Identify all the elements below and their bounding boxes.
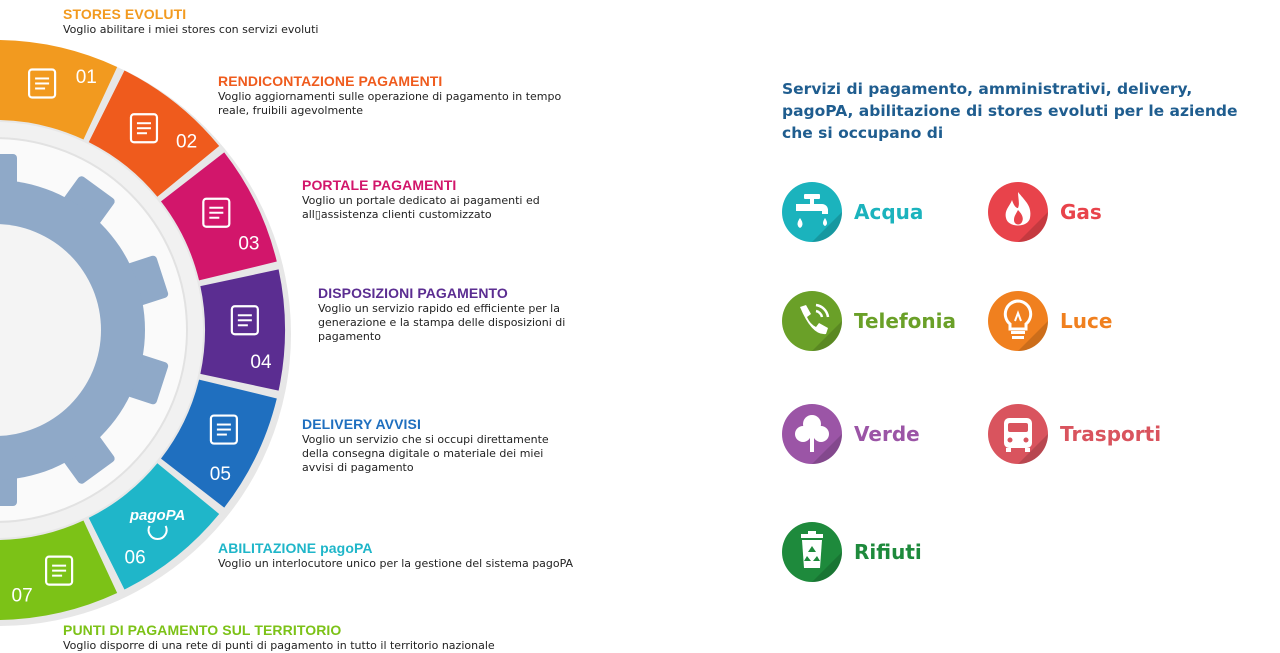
pagopa-label: pagoPA — [129, 506, 186, 524]
service-text-02 — [218, 73, 563, 118]
phone-icon — [782, 291, 842, 351]
recycle-bin-icon — [782, 522, 842, 582]
service-text-05 — [302, 416, 562, 475]
car-icon — [988, 404, 1048, 464]
service-text-06 — [218, 540, 578, 571]
service-segment-04 — [200, 269, 285, 390]
segment-number: 04 — [250, 351, 272, 373]
water-tap-icon — [782, 182, 842, 242]
segment-number: 01 — [75, 67, 97, 89]
utility-label: Luce — [1060, 309, 1113, 333]
utility-gas — [988, 181, 1102, 243]
service-description: Voglio un servizio rapido ed efficiente per la generazione e la stampa delle disposizioni di pagamento — [318, 302, 566, 343]
service-description: Voglio un interlocutore unico per la gestione del sistema pagoPA — [218, 557, 574, 570]
lightbulb-icon — [988, 291, 1048, 351]
service-title: DISPOSIZIONI PAGAMENTO — [318, 285, 508, 301]
service-description: Voglio un servizio che si occupi direttamente della consegna digitale o materiale dei miei avvisi di pagamento — [302, 433, 549, 474]
service-title: ABILITAZIONE pagoPA — [218, 540, 373, 556]
service-text-01 — [63, 6, 623, 37]
segment-number: 02 — [176, 131, 198, 153]
utility-label: Verde — [854, 422, 920, 446]
service-title: STORES EVOLUTI — [63, 6, 187, 22]
service-title: PUNTI DI PAGAMENTO SUL TERRITORIO — [63, 622, 342, 638]
utility-label: Trasporti — [1060, 422, 1162, 446]
flame-icon — [988, 182, 1048, 242]
service-description: Voglio abilitare i miei stores con servizi evoluti — [63, 23, 319, 36]
utility-label: Telefonia — [854, 309, 957, 333]
utility-verde — [782, 403, 920, 465]
service-text-04 — [318, 285, 568, 344]
utility-rifiuti — [782, 521, 922, 583]
service-title: PORTALE PAGAMENTI — [302, 177, 457, 193]
utility-telefonia — [782, 290, 956, 352]
segment-number: 07 — [11, 585, 33, 607]
service-description: Voglio disporre di una rete di punti di pagamento in tutto il territorio nazionale — [63, 639, 495, 652]
segment-number: 05 — [209, 464, 231, 486]
utility-luce — [988, 290, 1112, 352]
intro-heading: Servizi di pagamento, amministrativi, delivery, pagoPA, abilitazione di stores evoluti per le aziende che si occupano di — [782, 80, 1238, 142]
service-text-03 — [302, 177, 552, 222]
utility-label: Gas — [1060, 200, 1102, 224]
service-title: DELIVERY AVVISI — [302, 416, 421, 432]
tree-icon — [782, 404, 842, 464]
segment-number: 06 — [124, 547, 146, 569]
service-description: Voglio un portale dedicato ai pagamenti ed all▯аssistenza clienti customizzato — [302, 194, 540, 221]
utility-acqua — [782, 181, 923, 243]
utility-label: Acqua — [854, 200, 924, 224]
service-title: RENDICONTAZIONE PAGAMENTI — [218, 73, 443, 89]
segment-number: 03 — [238, 233, 260, 255]
service-text-07 — [63, 622, 543, 653]
utility-label: Rifiuti — [854, 540, 922, 564]
utility-trasporti — [988, 403, 1161, 465]
service-description: Voglio aggiornamenti sulle operazione di pagamento in tempo reale, fruibili agevolmente — [218, 90, 562, 117]
